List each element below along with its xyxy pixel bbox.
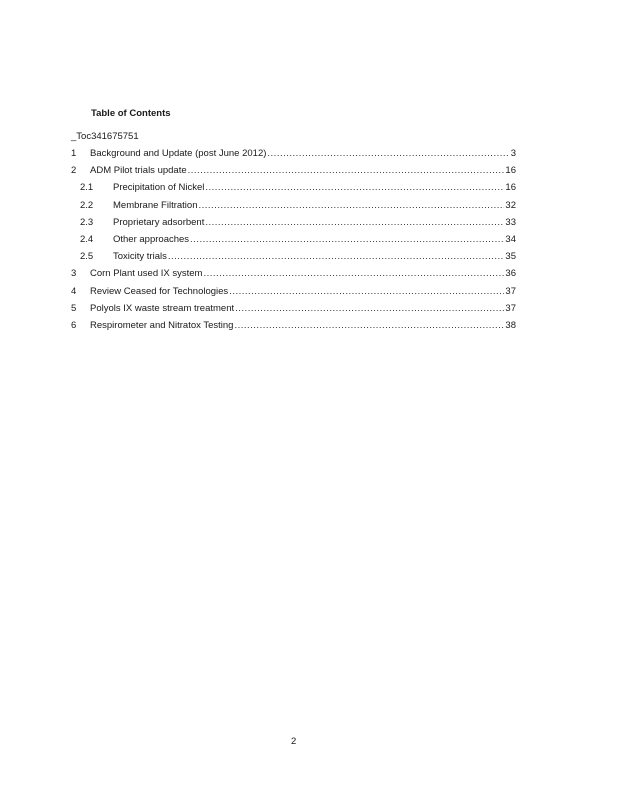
toc-entry[interactable] xyxy=(0,320,618,332)
toc-entry-label: Precipitation of Nickel xyxy=(113,182,205,194)
toc-entry-label: Respirometer and Nitratox Testing xyxy=(90,320,234,331)
toc-entry[interactable] xyxy=(0,200,618,212)
toc-entry-label: Membrane Filtration xyxy=(113,199,198,211)
toc-entry-page: 37 xyxy=(505,302,516,314)
toc-entry-number: 2.1 xyxy=(80,182,94,194)
toc-entry[interactable] xyxy=(0,268,618,280)
dot-leader xyxy=(235,303,504,315)
toc-entry-label: Polyols IX waste stream treatment xyxy=(90,302,235,314)
toc-entry[interactable] xyxy=(0,165,618,177)
toc-entry-number: 3 xyxy=(71,268,77,280)
dot-leader xyxy=(198,200,504,212)
toc-entry-page: 16 xyxy=(505,182,516,194)
toc-entry-page: 38 xyxy=(505,320,516,331)
toc-title: Table of Contents xyxy=(91,108,171,119)
dot-leader xyxy=(229,286,504,298)
toc-entry-page: 33 xyxy=(505,216,516,228)
toc-entry-page: 16 xyxy=(505,165,516,177)
toc-entry-label: Other approaches xyxy=(113,234,190,245)
toc-entry[interactable] xyxy=(0,182,618,194)
toc-entry-label: Background and Update (post June 2012) xyxy=(90,148,267,159)
dot-leader xyxy=(190,234,504,246)
toc-entry[interactable] xyxy=(0,234,618,246)
toc-entry[interactable] xyxy=(0,217,618,229)
page-number: 2 xyxy=(291,736,297,747)
toc-entry-number: 2 xyxy=(71,165,77,177)
dot-leader xyxy=(203,268,504,280)
toc-entry[interactable] xyxy=(0,303,618,315)
toc-entry-page: 36 xyxy=(505,268,516,280)
dot-leader xyxy=(205,182,504,194)
toc-entry-label: Review Ceased for Technologies xyxy=(90,285,229,297)
toc-entry-number: 2.2 xyxy=(80,199,94,211)
toc-entry-number: 6 xyxy=(71,320,77,331)
toc-entry-number: 4 xyxy=(71,285,77,297)
dot-leader xyxy=(188,165,505,177)
toc-entry-page: 34 xyxy=(505,234,516,245)
toc-entry-label: ADM Pilot trials update xyxy=(90,165,187,177)
dot-leader xyxy=(168,251,505,263)
toc-entry-page: 3 xyxy=(510,148,516,159)
toc-entry-number: 2.3 xyxy=(80,216,94,228)
toc-entry-page: 35 xyxy=(505,251,516,263)
toc-entry-label: Toxicity trials xyxy=(113,251,167,263)
toc-entry-page: 37 xyxy=(505,285,516,297)
toc-entry-number: 2.4 xyxy=(80,234,94,245)
toc-entry[interactable] xyxy=(0,148,618,160)
toc-entry[interactable] xyxy=(0,286,618,298)
dot-leader xyxy=(267,148,509,160)
toc-entry-number: 5 xyxy=(71,302,77,314)
toc-anchor-text: _Toc341675751 xyxy=(71,131,139,142)
toc-entry-number: 2.5 xyxy=(80,251,94,263)
dot-leader xyxy=(205,217,504,229)
toc-entry-label: Proprietary adsorbent xyxy=(113,216,205,228)
toc-entry-label: Corn Plant used IX system xyxy=(90,268,203,280)
toc-entry-number: 1 xyxy=(71,148,77,159)
toc-entry[interactable] xyxy=(0,251,618,263)
dot-leader xyxy=(234,320,504,332)
toc-entry-page: 32 xyxy=(505,199,516,211)
